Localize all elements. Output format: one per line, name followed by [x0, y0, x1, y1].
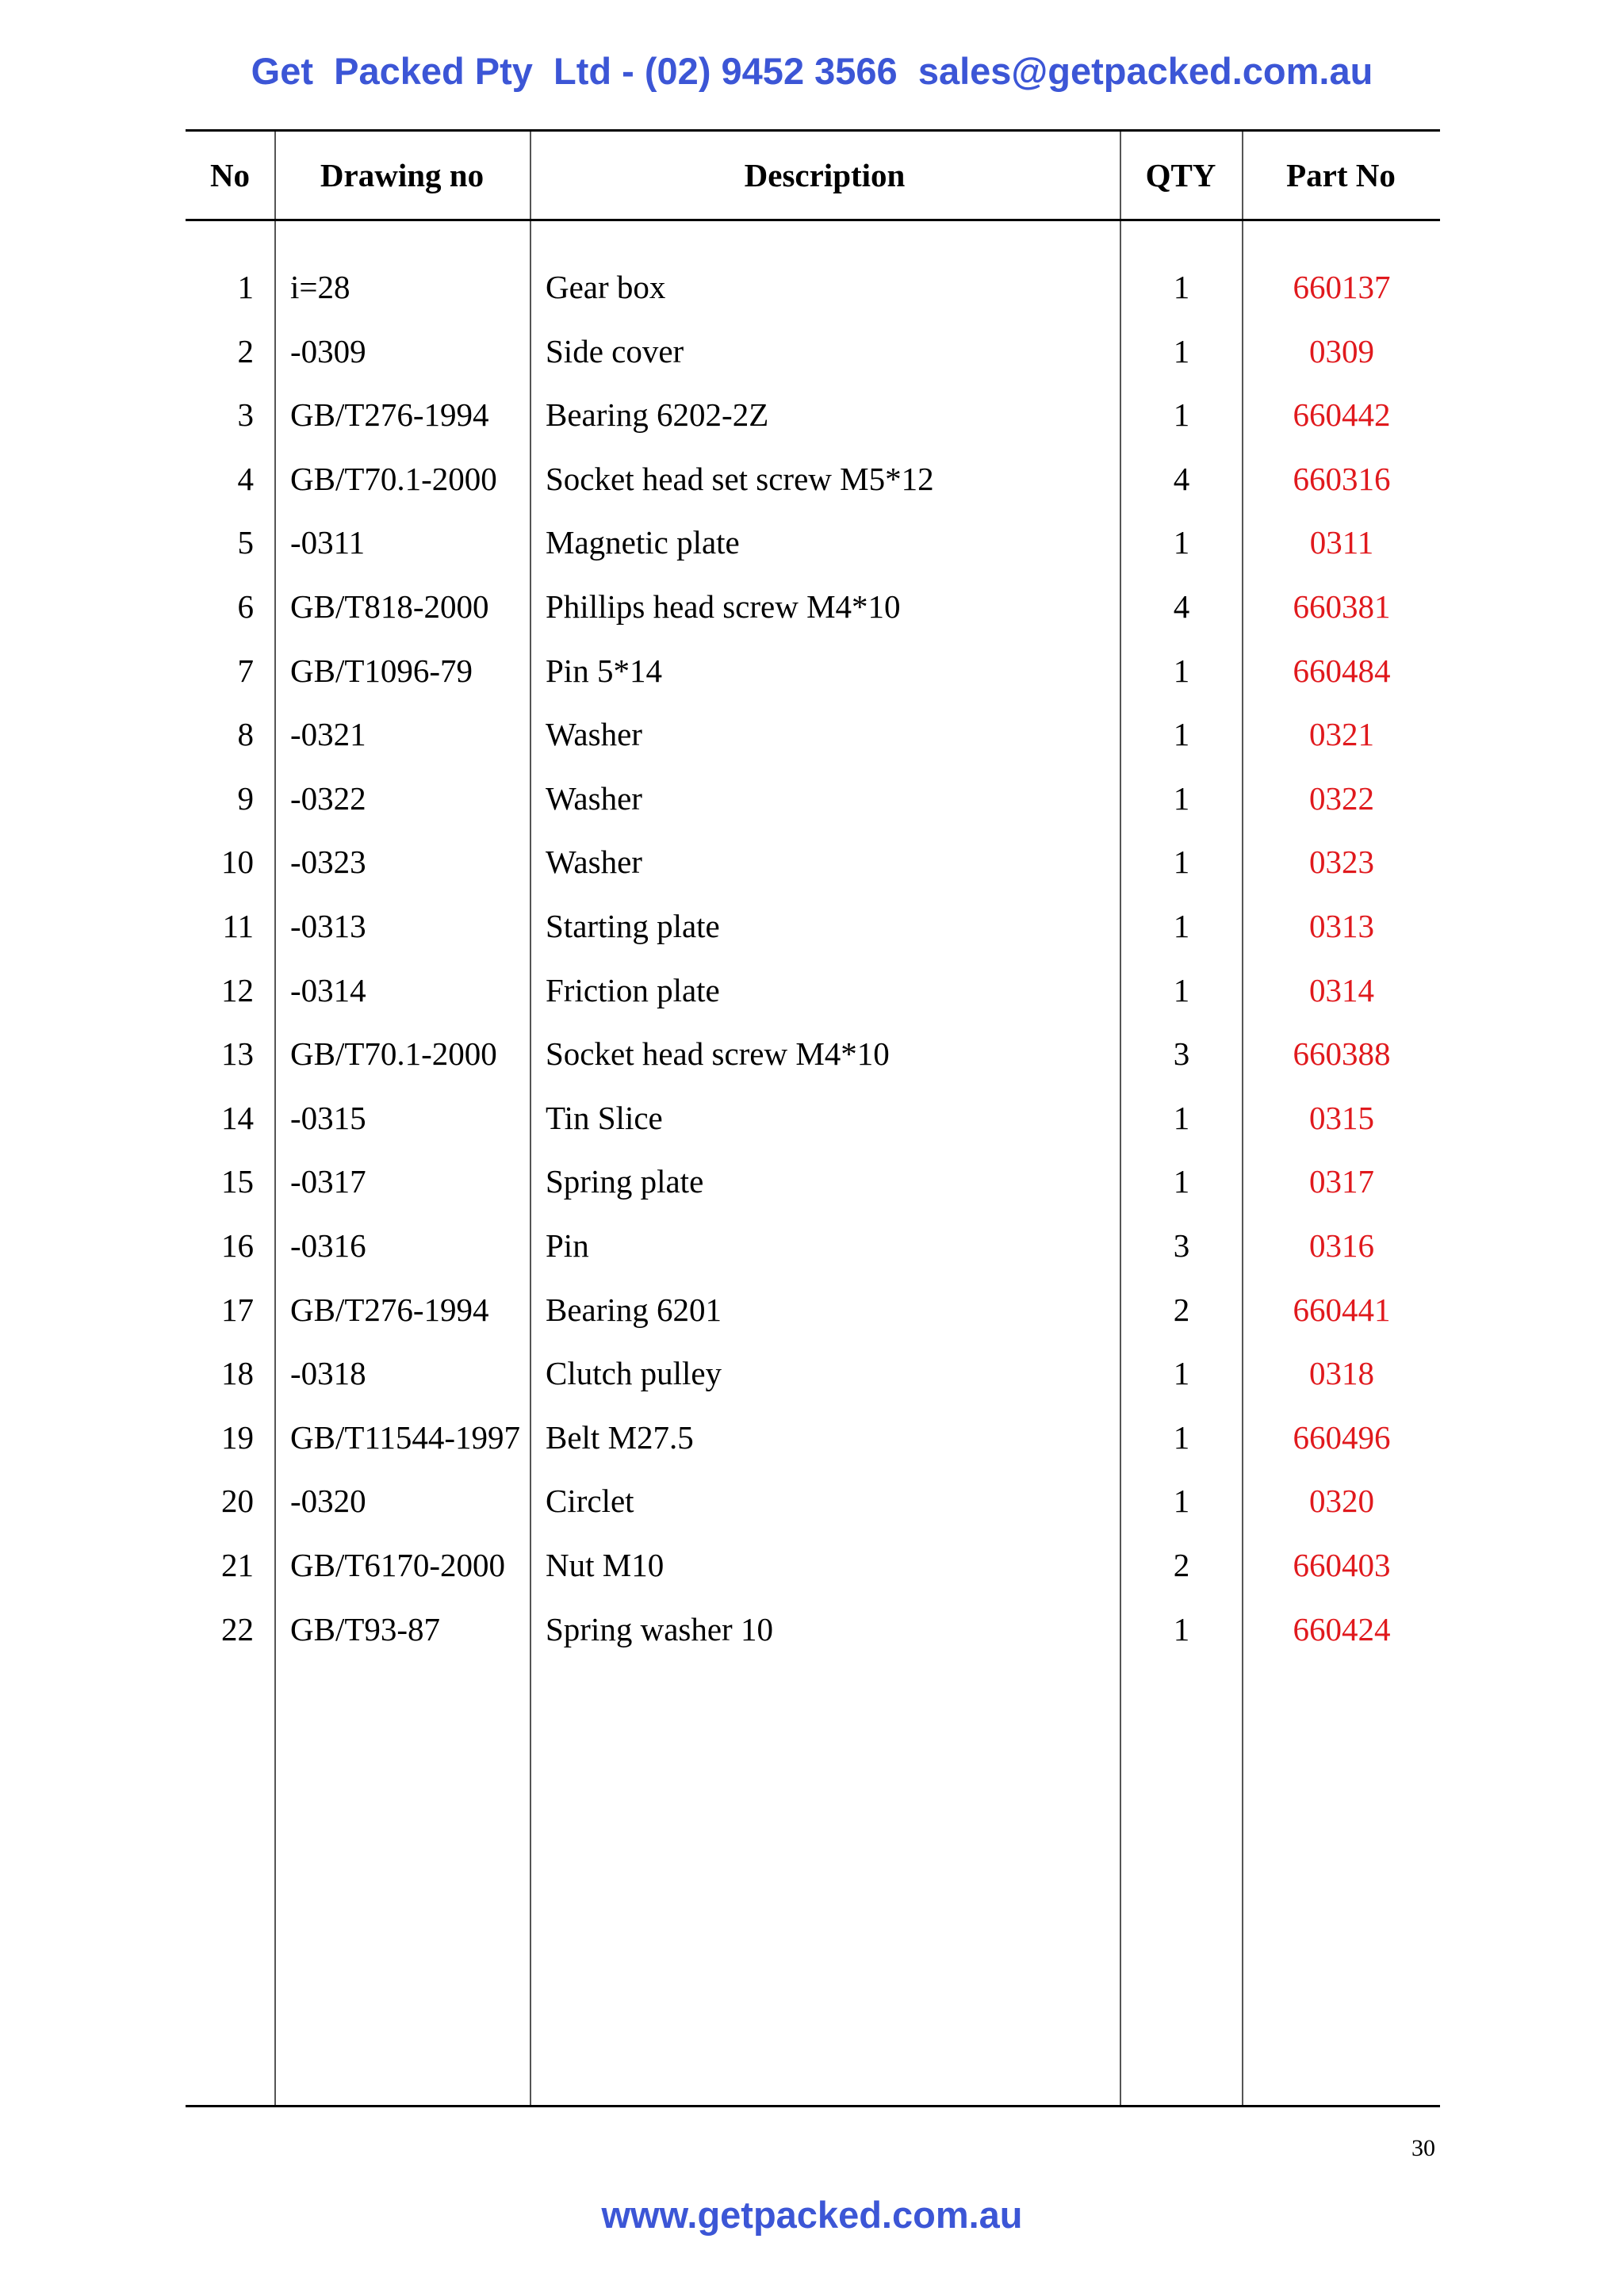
- table-row: [186, 830, 1440, 894]
- row-description: Phillips head screw M4*10: [546, 588, 901, 625]
- row-no: 10: [221, 844, 254, 881]
- row-description: Spring plate: [546, 1163, 704, 1200]
- row-qty: 3: [1173, 1227, 1190, 1264]
- table-row: [186, 447, 1440, 511]
- table-row: [186, 894, 1440, 958]
- header-no: No: [209, 157, 251, 193]
- row-part-no: 0311: [1309, 524, 1374, 561]
- table-row: [186, 1406, 1440, 1469]
- row-description: Gear box: [546, 269, 666, 305]
- row-no: 9: [237, 779, 254, 817]
- row-part-no: 0314: [1309, 971, 1374, 1008]
- row-description: Circlet: [546, 1483, 634, 1520]
- row-qty: 2: [1173, 1291, 1190, 1328]
- row-qty: 1: [1173, 1099, 1190, 1136]
- row-description: Washer: [546, 716, 642, 753]
- row-drawing-no: GB/T70.1-2000: [290, 460, 497, 497]
- row-no: 14: [221, 1099, 254, 1136]
- row-qty: 1: [1173, 779, 1190, 817]
- row-description: Bearing 6201: [546, 1291, 722, 1328]
- row-drawing-no: -0322: [290, 779, 366, 817]
- row-no: 19: [221, 1418, 254, 1456]
- row-qty: 1: [1173, 1418, 1190, 1456]
- row-no: 12: [221, 971, 254, 1008]
- header-rule: [186, 219, 1440, 221]
- row-drawing-no: -0320: [290, 1483, 366, 1520]
- table-row: [186, 1598, 1440, 1661]
- row-no: 8: [237, 716, 254, 753]
- table-row: [186, 575, 1440, 638]
- row-no: 13: [221, 1035, 254, 1073]
- row-part-no: 660403: [1293, 1547, 1391, 1583]
- row-qty: 3: [1173, 1035, 1190, 1073]
- row-part-no: 660137: [1293, 269, 1391, 305]
- row-qty: 1: [1173, 716, 1190, 753]
- parts-table: [186, 129, 1440, 2107]
- page-header: Get Packed Pty Ltd - (02) 9452 3566 sales@getpacked.com.au: [251, 50, 1373, 92]
- table-row: [186, 959, 1440, 1022]
- table-row: [186, 702, 1440, 766]
- header-part-no: Part No: [1286, 157, 1396, 193]
- row-part-no: 0313: [1309, 908, 1374, 944]
- page-footer: www.getpacked.com.au: [601, 2194, 1023, 2236]
- row-description: Bearing 6202-2Z: [546, 396, 769, 434]
- row-part-no: 0323: [1309, 844, 1374, 881]
- row-drawing-no: -0316: [290, 1227, 366, 1264]
- row-qty: 1: [1173, 1355, 1190, 1392]
- table-row: [186, 383, 1440, 446]
- row-qty: 1: [1173, 269, 1190, 305]
- table-row: [186, 255, 1440, 319]
- row-drawing-no: -0314: [290, 971, 366, 1008]
- row-no: 21: [221, 1547, 254, 1583]
- row-no: 2: [237, 332, 254, 369]
- row-part-no: 660496: [1293, 1418, 1391, 1456]
- row-drawing-no: GB/T1096-79: [290, 652, 473, 689]
- row-qty: 1: [1173, 908, 1190, 944]
- row-drawing-no: -0315: [290, 1099, 366, 1136]
- row-part-no: 660441: [1293, 1291, 1391, 1328]
- row-description: Starting plate: [546, 908, 720, 944]
- row-part-no: 660424: [1293, 1610, 1391, 1647]
- row-part-no: 660388: [1293, 1035, 1391, 1073]
- table-row: [186, 1022, 1440, 1085]
- header-qty: QTY: [1145, 157, 1216, 193]
- row-part-no: 0316: [1309, 1227, 1374, 1264]
- page-number: 30: [1411, 2135, 1435, 2161]
- row-drawing-no: -0309: [290, 332, 366, 369]
- row-part-no: 0320: [1309, 1483, 1374, 1520]
- row-description: Side cover: [546, 332, 684, 369]
- table-row: [186, 639, 1440, 702]
- row-drawing-no: GB/T276-1994: [290, 396, 489, 434]
- row-no: 1: [237, 269, 254, 305]
- row-no: 6: [237, 588, 254, 625]
- row-qty: 4: [1173, 588, 1190, 625]
- row-part-no: 0318: [1309, 1355, 1374, 1392]
- row-description: Nut M10: [546, 1547, 665, 1583]
- row-qty: 1: [1173, 1483, 1190, 1520]
- row-description: Socket head screw M4*10: [546, 1035, 890, 1073]
- row-qty: 4: [1173, 460, 1190, 497]
- row-no: 20: [221, 1483, 254, 1520]
- table-row: [186, 1533, 1440, 1597]
- row-drawing-no: GB/T6170-2000: [290, 1547, 506, 1583]
- row-part-no: 0309: [1309, 332, 1374, 369]
- row-drawing-no: i=28: [290, 269, 350, 305]
- row-qty: 1: [1173, 524, 1190, 561]
- row-no: 18: [221, 1355, 254, 1392]
- row-no: 15: [221, 1163, 254, 1200]
- row-description: Washer: [546, 844, 642, 881]
- row-description: Friction plate: [546, 971, 720, 1008]
- row-no: 22: [221, 1610, 254, 1647]
- row-qty: 1: [1173, 971, 1190, 1008]
- row-description: Pin 5*14: [546, 652, 662, 689]
- row-description: Socket head set screw M5*12: [546, 460, 934, 497]
- row-drawing-no: -0311: [290, 524, 366, 561]
- row-drawing-no: GB/T93-87: [290, 1610, 441, 1647]
- header-description: Description: [744, 157, 906, 193]
- row-drawing-no: GB/T11544-1997: [290, 1418, 521, 1456]
- row-qty: 1: [1173, 652, 1190, 689]
- table-row: [186, 1341, 1440, 1405]
- row-part-no: 660442: [1293, 396, 1391, 434]
- table-row: [186, 320, 1440, 383]
- row-part-no: 0321: [1309, 716, 1374, 753]
- row-part-no: 0315: [1309, 1099, 1374, 1136]
- row-description: Clutch pulley: [546, 1355, 722, 1392]
- row-drawing-no: -0323: [290, 844, 366, 881]
- row-no: 16: [221, 1227, 254, 1264]
- table-row: [186, 767, 1440, 830]
- row-description: Magnetic plate: [546, 524, 740, 561]
- row-part-no: 660484: [1293, 652, 1391, 689]
- row-description: Belt M27.5: [546, 1418, 694, 1456]
- table-row: [186, 511, 1440, 574]
- row-qty: 1: [1173, 844, 1190, 881]
- row-no: 11: [222, 908, 254, 944]
- row-part-no: 660316: [1293, 460, 1391, 497]
- row-part-no: 0317: [1309, 1163, 1374, 1200]
- table-row: [186, 1086, 1440, 1150]
- row-part-no: 660381: [1293, 588, 1391, 625]
- row-no: 7: [237, 652, 254, 689]
- row-qty: 2: [1173, 1547, 1190, 1583]
- table-row: [186, 1469, 1440, 1533]
- row-drawing-no: GB/T276-1994: [290, 1291, 489, 1328]
- row-description: Pin: [546, 1227, 589, 1264]
- row-drawing-no: GB/T70.1-2000: [290, 1035, 497, 1073]
- row-qty: 1: [1173, 396, 1190, 434]
- row-qty: 1: [1173, 1163, 1190, 1200]
- row-description: Washer: [546, 779, 642, 817]
- row-drawing-no: -0318: [290, 1355, 366, 1392]
- row-part-no: 0322: [1309, 779, 1374, 817]
- row-no: 3: [237, 396, 254, 434]
- row-qty: 1: [1173, 332, 1190, 369]
- row-no: 17: [221, 1291, 254, 1328]
- row-drawing-no: -0317: [290, 1163, 366, 1200]
- row-qty: 1: [1173, 1610, 1190, 1647]
- row-description: Spring washer 10: [546, 1610, 773, 1647]
- table-row: [186, 1278, 1440, 1341]
- row-no: 4: [237, 460, 254, 497]
- table-row: [186, 1150, 1440, 1213]
- table-row: [186, 1214, 1440, 1277]
- row-description: Tin Slice: [546, 1099, 663, 1136]
- row-no: 5: [237, 524, 254, 561]
- row-drawing-no: GB/T818-2000: [290, 588, 489, 625]
- header-drawing-no: Drawing no: [320, 157, 485, 193]
- row-drawing-no: -0321: [290, 716, 366, 753]
- row-drawing-no: -0313: [290, 908, 366, 944]
